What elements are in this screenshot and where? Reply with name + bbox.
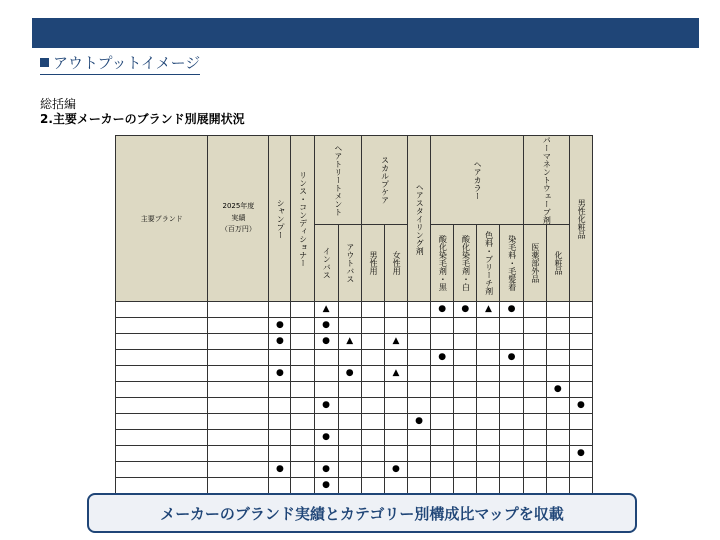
table-cell (116, 318, 208, 334)
table-cell: ▲ (384, 334, 407, 350)
table-cell (338, 382, 361, 398)
table-cell (546, 318, 569, 334)
header-styling-text: ヘアスタイリング剤 (415, 182, 425, 255)
header-permanent-text: パーマネントウェーブ剤 (542, 136, 552, 224)
table-cell (523, 382, 546, 398)
table-cell (384, 478, 407, 494)
table-cell (116, 366, 208, 382)
header-sales-line3: （百万円） (220, 225, 256, 234)
table-cell (408, 478, 431, 494)
table-cell: ● (269, 366, 291, 382)
table-row (116, 398, 593, 414)
header-sales-line1: 2025年度 (222, 201, 255, 210)
table-cell (454, 430, 477, 446)
table-cell (208, 366, 269, 382)
table-cell (500, 478, 523, 494)
table-cell (569, 478, 592, 494)
table-cell (314, 366, 338, 382)
table-cell (208, 350, 269, 366)
table-cell (291, 462, 314, 478)
table-cell (269, 398, 291, 414)
table-row (116, 382, 593, 398)
table-cell (454, 446, 477, 462)
table-cell (291, 414, 314, 430)
table-cell (454, 318, 477, 334)
table-cell: ● (314, 318, 338, 334)
table-row (116, 334, 593, 350)
table-cell (208, 414, 269, 430)
header-scalp-care (361, 136, 407, 225)
subtitle-summary: 総括編 (40, 97, 77, 111)
table-cell (477, 366, 500, 382)
table-cell (546, 366, 569, 382)
table-cell (408, 318, 431, 334)
header-scalp-female (384, 225, 407, 302)
table-cell (477, 318, 500, 334)
subtitle-table-title: 2.主要メーカーのブランド別展開状況 (40, 112, 245, 126)
table-cell (338, 414, 361, 430)
table-cell (314, 350, 338, 366)
table-cell (384, 350, 407, 366)
table-cell (361, 478, 384, 494)
header-hair-treatment-text: ヘアトリートメント (333, 144, 343, 216)
table-cell (269, 430, 291, 446)
header-inbath (314, 225, 338, 302)
table-cell (361, 446, 384, 462)
table-cell (408, 398, 431, 414)
table-cell (477, 398, 500, 414)
table-cell (408, 334, 431, 350)
table-cell (569, 318, 592, 334)
table-cell (208, 398, 269, 414)
header-color-sub3-text: 色料・ブリーチ剤 (484, 231, 494, 295)
table-cell: ▲ (314, 302, 338, 318)
table-cell (454, 398, 477, 414)
table-cell: ● (314, 334, 338, 350)
header-color-sub2-text: 酸化染毛剤・白 (461, 235, 471, 291)
table-cell (361, 350, 384, 366)
table-cell (361, 366, 384, 382)
table-cell (569, 414, 592, 430)
table-cell (384, 302, 407, 318)
table-cell (523, 430, 546, 446)
header-permanent (523, 136, 569, 225)
table-cell (431, 414, 454, 430)
header-color-sub2 (454, 225, 477, 302)
table-cell: ● (314, 462, 338, 478)
table-cell (361, 398, 384, 414)
table-cell: ● (569, 398, 592, 414)
header-hair-color (431, 136, 523, 225)
table-cell (523, 446, 546, 462)
table-cell (477, 382, 500, 398)
table-cell: ▲ (384, 366, 407, 382)
table-cell: ● (338, 366, 361, 382)
table-cell (116, 398, 208, 414)
table-cell (408, 366, 431, 382)
table-cell (269, 350, 291, 366)
table-cell (208, 462, 269, 478)
table-cell (338, 350, 361, 366)
table-cell (338, 446, 361, 462)
table-cell (208, 446, 269, 462)
table-cell: ● (269, 334, 291, 350)
table-cell (454, 478, 477, 494)
table-cell: ● (314, 478, 338, 494)
table-cell (500, 414, 523, 430)
table-cell (208, 382, 269, 398)
table-cell (361, 334, 384, 350)
table-cell (384, 318, 407, 334)
table-cell: ● (408, 414, 431, 430)
header-scalp-female-text: 女性用 (392, 251, 402, 275)
table-cell (116, 334, 208, 350)
header-scalp-care-text: スカルプケア (380, 156, 390, 204)
section-title (40, 52, 200, 75)
table-row (116, 462, 593, 478)
header-rinse (291, 136, 314, 302)
section-title-text: アウトプットイメージ (53, 54, 201, 72)
table-cell (338, 302, 361, 318)
table-cell: ● (269, 318, 291, 334)
table-cell (208, 318, 269, 334)
square-bullet-icon (40, 58, 49, 67)
header-perm-sub1 (523, 225, 546, 302)
table-cell (477, 446, 500, 462)
table-cell (116, 414, 208, 430)
header-styling (408, 136, 431, 302)
table-cell (384, 414, 407, 430)
table-cell (431, 382, 454, 398)
header-perm-sub2 (546, 225, 569, 302)
table-cell (454, 462, 477, 478)
table-cell (546, 398, 569, 414)
table-cell (523, 478, 546, 494)
table-cell (500, 398, 523, 414)
table-cell: ▲ (477, 302, 500, 318)
table-cell (454, 382, 477, 398)
table-cell (269, 446, 291, 462)
table-cell (500, 334, 523, 350)
table-cell (523, 462, 546, 478)
table-cell (454, 334, 477, 350)
table-row (116, 478, 593, 494)
table-cell (546, 430, 569, 446)
table-cell (477, 462, 500, 478)
table-cell (269, 478, 291, 494)
table-cell (291, 302, 314, 318)
header-color-sub1-text: 酸化染毛剤・黒 (438, 235, 448, 291)
table-cell (291, 430, 314, 446)
header-hair-treatment (314, 136, 361, 225)
table-cell (431, 478, 454, 494)
header-sales (208, 136, 269, 302)
table-cell (338, 398, 361, 414)
table-cell: ● (546, 382, 569, 398)
table-cell (477, 478, 500, 494)
table-cell (291, 398, 314, 414)
header-shampoo (269, 136, 291, 302)
table-cell: ● (454, 302, 477, 318)
table-cell (431, 430, 454, 446)
table-cell (569, 302, 592, 318)
header-scalp-male (361, 225, 384, 302)
table-cell (338, 462, 361, 478)
table-cell (408, 302, 431, 318)
table-cell: ● (384, 462, 407, 478)
table-cell (338, 318, 361, 334)
table-cell (208, 430, 269, 446)
table-cell (454, 350, 477, 366)
table-cell (116, 478, 208, 494)
table-cell (384, 398, 407, 414)
table-cell: ● (314, 398, 338, 414)
header-perm-sub2-text: 化粧品 (553, 251, 563, 275)
table-cell: ● (269, 462, 291, 478)
table-cell (269, 302, 291, 318)
table-cell (523, 318, 546, 334)
table-cell (116, 350, 208, 366)
table-cell (569, 366, 592, 382)
table-cell (546, 446, 569, 462)
header-sales-line2: 実績 (231, 213, 246, 222)
table-cell: ● (569, 446, 592, 462)
header-mens-cosmetics-text: 男性化粧品 (577, 198, 587, 239)
top-bar (32, 18, 699, 48)
table-cell (546, 414, 569, 430)
summary-banner: メーカーのブランド実績とカテゴリー別構成比マップを収載 (87, 493, 637, 533)
table-cell (116, 462, 208, 478)
header-mens-cosmetics (569, 136, 592, 302)
table-row (116, 414, 593, 430)
header-hair-color-text: ヘアカラー (473, 160, 483, 200)
table-cell (314, 446, 338, 462)
table-cell (454, 414, 477, 430)
table-cell (314, 382, 338, 398)
table-cell (546, 462, 569, 478)
table-cell (523, 414, 546, 430)
table-cell (523, 334, 546, 350)
table-cell (291, 350, 314, 366)
table-cell (408, 430, 431, 446)
table-cell (523, 350, 546, 366)
table-cell (431, 398, 454, 414)
table-row (116, 350, 593, 366)
table-cell (116, 446, 208, 462)
table-cell (208, 302, 269, 318)
table-cell (338, 478, 361, 494)
table-cell (408, 462, 431, 478)
table-cell (208, 478, 269, 494)
table-cell (361, 462, 384, 478)
table-cell (291, 334, 314, 350)
table-cell: ● (431, 302, 454, 318)
table-cell (569, 350, 592, 366)
table-cell (500, 318, 523, 334)
table-cell (408, 382, 431, 398)
table-cell (338, 430, 361, 446)
table-cell (291, 382, 314, 398)
table-cell (116, 430, 208, 446)
table-row (116, 302, 593, 318)
table-cell (500, 430, 523, 446)
table-cell (500, 366, 523, 382)
header-outbath-text: アウトバス (345, 243, 355, 283)
table-cell (569, 382, 592, 398)
header-inbath-text: インバス (322, 247, 332, 279)
header-shampoo-text: シャンプー (276, 198, 286, 239)
brand-matrix-body (116, 302, 593, 510)
header-color-sub4-text: 染毛料・毛髪着 (507, 235, 517, 291)
table-cell (546, 350, 569, 366)
header-color-sub4 (500, 225, 523, 302)
table-cell: ● (314, 430, 338, 446)
table-cell (523, 366, 546, 382)
table-cell (361, 414, 384, 430)
table-cell (546, 478, 569, 494)
header-color-sub1 (431, 225, 454, 302)
brand-matrix-table (115, 135, 593, 510)
table-cell (384, 430, 407, 446)
table-cell (569, 462, 592, 478)
table-cell (384, 382, 407, 398)
table-cell (408, 350, 431, 366)
table-cell (477, 430, 500, 446)
table-cell (477, 334, 500, 350)
table-cell (361, 382, 384, 398)
table-row (116, 318, 593, 334)
table-cell (116, 382, 208, 398)
table-row (116, 366, 593, 382)
table-cell (477, 414, 500, 430)
table-cell (523, 398, 546, 414)
table-cell: ▲ (338, 334, 361, 350)
table-cell (546, 302, 569, 318)
table-cell (408, 446, 431, 462)
table-cell (546, 334, 569, 350)
table-cell (500, 382, 523, 398)
table-cell (361, 318, 384, 334)
table-cell (291, 478, 314, 494)
table-cell (291, 366, 314, 382)
table-cell (314, 414, 338, 430)
table-cell (431, 366, 454, 382)
table-cell (269, 414, 291, 430)
table-row (116, 430, 593, 446)
table-cell (500, 446, 523, 462)
table-cell (384, 446, 407, 462)
table-cell (291, 318, 314, 334)
table-cell (431, 318, 454, 334)
header-color-sub3 (477, 225, 500, 302)
table-row (116, 446, 593, 462)
header-scalp-male-text: 男性用 (369, 251, 379, 275)
table-cell (208, 334, 269, 350)
table-cell (569, 334, 592, 350)
table-cell (269, 382, 291, 398)
header-rinse-text: リンス・コンディショナー (298, 170, 308, 267)
table-cell (291, 446, 314, 462)
table-cell (569, 430, 592, 446)
table-cell (454, 366, 477, 382)
table-cell (116, 302, 208, 318)
table-cell: ● (500, 350, 523, 366)
table-cell: ● (500, 302, 523, 318)
header-perm-sub1-text: 医薬部外品 (530, 243, 540, 283)
table-cell (477, 350, 500, 366)
header-brand: 主要ブランド (116, 136, 208, 302)
table-cell (500, 462, 523, 478)
table-cell (361, 302, 384, 318)
table-cell (361, 430, 384, 446)
table-cell (431, 446, 454, 462)
header-outbath (338, 225, 361, 302)
table-cell (431, 462, 454, 478)
table-cell (431, 334, 454, 350)
table-cell: ● (431, 350, 454, 366)
table-cell (523, 302, 546, 318)
